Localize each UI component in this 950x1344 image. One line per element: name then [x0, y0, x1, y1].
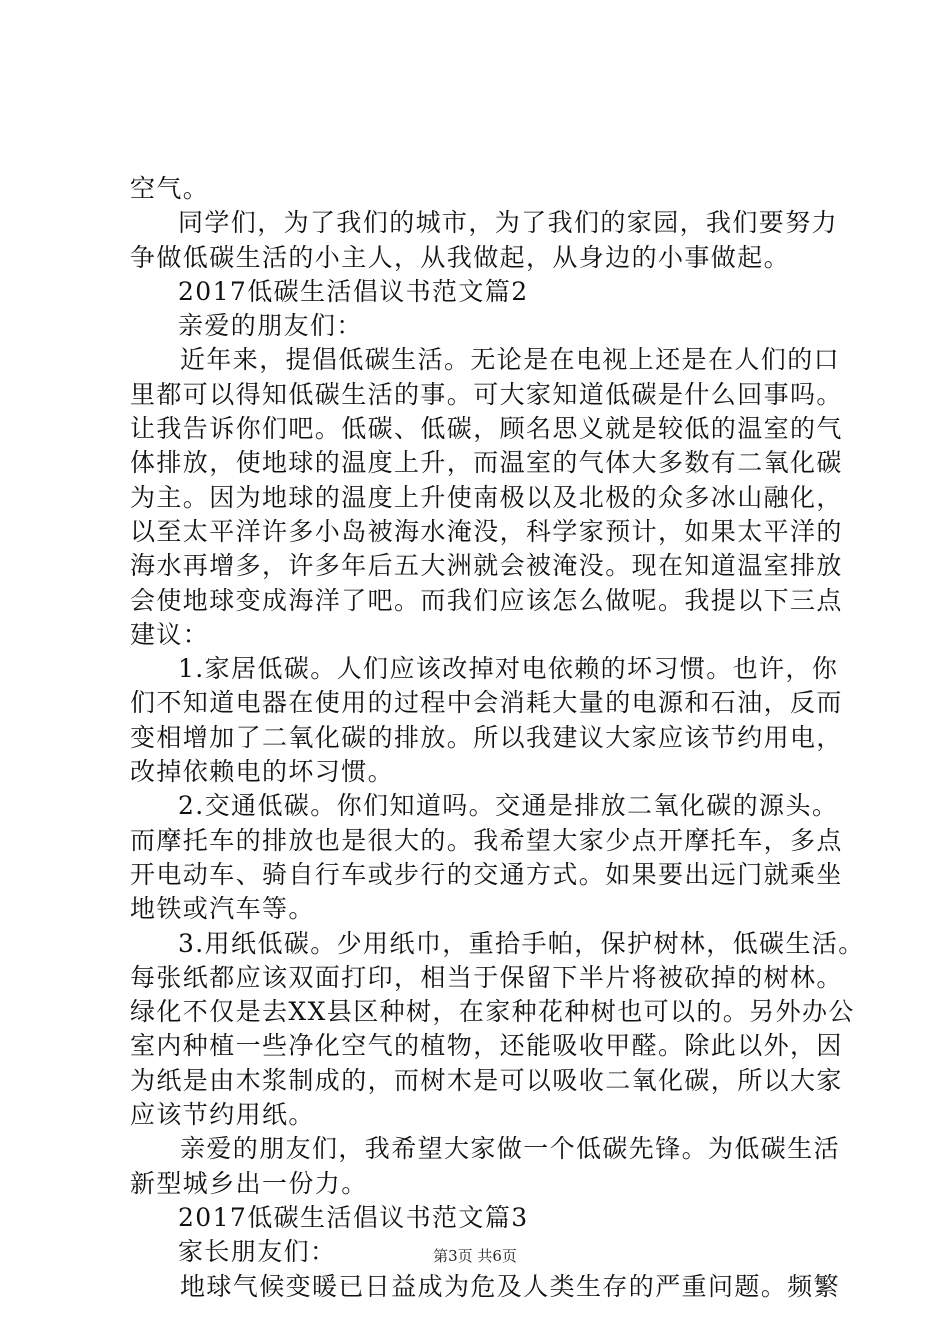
text-line: 而摩托车的排放也是很大的。我希望大家少点开摩托车，多点 — [130, 825, 843, 855]
text-line: 为纸是由木浆制成的，而树木是可以吸收二氧化碳，所以大家 — [130, 1065, 843, 1095]
text-line: 每张纸都应该双面打印，相当于保留下半片将被砍掉的树林。 — [130, 962, 843, 992]
salutation: 家长朋友们： — [178, 1237, 337, 1267]
text-line: 开电动车、骑自行车或步行的交通方式。如果要出远门就乘坐 — [130, 859, 843, 889]
page-number: 第3页 共6页 — [433, 1247, 517, 1265]
salutation: 亲爱的朋友们： — [178, 311, 363, 341]
text-line: 改掉依赖电的坏习惯。 — [130, 757, 395, 787]
text-line: 会使地球变成海洋了吧。而我们应该怎么做呢。我提以下三点 — [130, 585, 843, 615]
text-line: 变相增加了二氧化碳的排放。所以我建议大家应该节约用电， — [130, 722, 843, 752]
text-line: 地铁或汽车等。 — [130, 894, 315, 924]
document-body — [130, 172, 865, 1304]
text-line: 海水再增多，许多年后五大洲就会被淹没。现在知道温室排放 — [130, 551, 843, 581]
text-line: 同学们，为了我们的城市，为了我们的家园，我们要努力 — [178, 208, 839, 238]
list-item: 1.家居低碳。人们应该改掉对电依赖的坏习惯。也许，你 — [178, 654, 839, 684]
text-line: 绿化不仅是去XX县区种树，在家种花种树也可以的。另外办公 — [130, 997, 855, 1027]
list-item: 2.交通低碳。你们知道吗。交通是排放二氧化碳的源头。 — [178, 791, 839, 821]
list-item: 3.用纸低碳。少用纸巾，重拾手帕，保护树林，低碳生活。 — [178, 928, 865, 958]
text-line: 让我告诉你们吧。低碳、低碳，顾名思义就是较低的温室的气 — [130, 414, 843, 444]
text-line: 为主。因为地球的温度上升使南极以及北极的众多冰山融化， — [130, 482, 843, 512]
text-line: 们不知道电器在使用的过程中会消耗大量的电源和石油，反而 — [130, 688, 843, 718]
text-line: 亲爱的朋友们，我希望大家做一个低碳先锋。为低碳生活 — [180, 1134, 841, 1164]
text-line: 应该节约用纸。 — [130, 1100, 315, 1130]
text-line: 争做低碳生活的小主人，从我做起，从身边的小事做起。 — [130, 242, 791, 272]
text-line: 里都可以得知低碳生活的事。可大家知道低碳是什么回事吗。 — [130, 379, 843, 409]
text-line: 地球气候变暖已日益成为危及人类生存的严重问题。频繁 — [180, 1271, 841, 1301]
text-line: 建议： — [130, 619, 210, 649]
text-line: 空气。 — [130, 174, 210, 203]
section-heading: 2017低碳生活倡议书范文篇2 — [178, 276, 529, 306]
section-heading: 2017低碳生活倡议书范文篇3 — [178, 1202, 529, 1232]
text-line: 新型城乡出一份力。 — [130, 1168, 368, 1198]
text-line: 体排放，使地球的温度上升，而温室的气体大多数有二氧化碳 — [130, 448, 843, 478]
text-line: 室内种植一些净化空气的植物，还能吸收甲醛。除此以外，因 — [130, 1031, 843, 1061]
text-line: 近年来，提倡低碳生活。无论是在电视上还是在人们的口 — [180, 345, 841, 375]
text-line: 以至太平洋许多小岛被海水淹没，科学家预计，如果太平洋的 — [130, 516, 843, 546]
